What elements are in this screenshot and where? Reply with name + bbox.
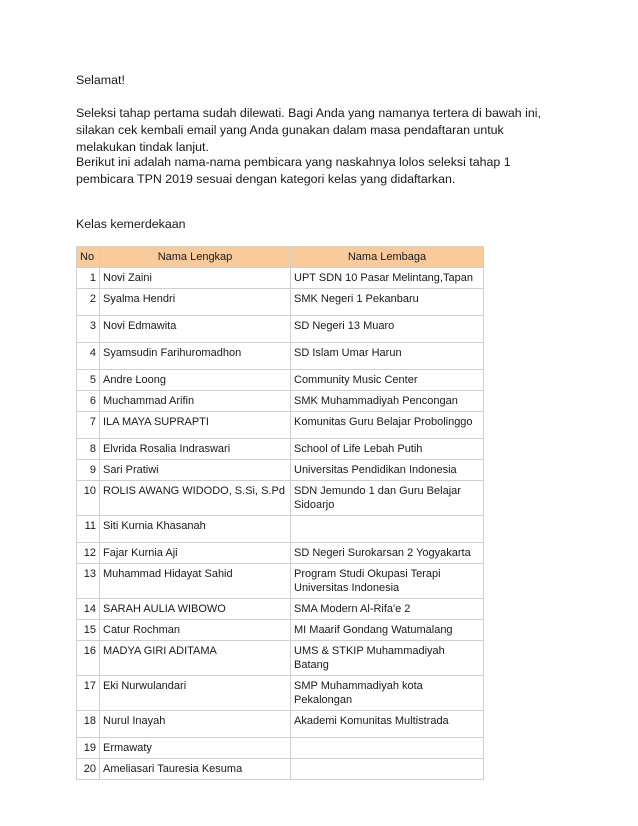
table-header-row: [77, 247, 484, 268]
table-row: [77, 391, 484, 412]
row-institution: SMK Negeri 1 Pekanbaru: [291, 289, 484, 316]
intro-paragraph: Seleksi tahap pertama sudah dilewati. Bagi Anda yang namanya tertera di bawah ini, silakan cek kembali email yang Anda gunakan dalam masa pendaftaran untuk melakukan tindak lanjut.: [76, 106, 541, 154]
row-name: Siti Kurnia Khasanah: [100, 516, 291, 543]
table-row: [77, 564, 484, 599]
row-institution: SD Islam Umar Harun: [291, 343, 484, 370]
table-row: [77, 516, 484, 543]
list-description-paragraph: Berikut ini adalah nama-nama pembicara yang naskahnya lolos seleksi tahap 1 pembicara TPN 2019 sesuai dengan kategori kelas yang didaftarkan.: [76, 155, 511, 186]
class-title: Kelas kemerdekaan: [76, 217, 186, 231]
row-institution: [291, 516, 484, 543]
row-name: ROLIS AWANG WIDODO, S.Si, S.Pd: [100, 481, 291, 516]
row-institution: [291, 738, 484, 759]
row-name: MADYA GIRI ADITAMA: [100, 641, 291, 676]
header-name: Nama Lengkap: [100, 247, 291, 268]
row-name: Syamsudin Farihuromadhon: [100, 343, 291, 370]
row-institution: Universitas Pendidikan Indonesia: [291, 460, 484, 481]
row-institution: Community Music Center: [291, 370, 484, 391]
table-row: [77, 412, 484, 439]
table-row: [77, 676, 484, 711]
row-number: 16: [77, 641, 100, 676]
row-institution: School of Life Lebah Putih: [291, 439, 484, 460]
row-name: Muhammad Hidayat Sahid: [100, 564, 291, 599]
row-institution: Komunitas Guru Belajar Probolinggo: [291, 412, 484, 439]
row-name: Eki Nurwulandari: [100, 676, 291, 711]
table-row: [77, 370, 484, 391]
row-institution: SMK Muhammadiyah Pencongan: [291, 391, 484, 412]
row-institution: SMP Muhammadiyah kota Pekalongan: [291, 676, 484, 711]
row-institution: SD Negeri Surokarsan 2 Yogyakarta: [291, 543, 484, 564]
row-name: Sari Pratiwi: [100, 460, 291, 481]
row-number: 13: [77, 564, 100, 599]
row-number: 6: [77, 391, 100, 412]
row-number: 20: [77, 759, 100, 780]
row-number: 8: [77, 439, 100, 460]
row-institution: Program Studi Okupasi Terapi Universitas Indonesia: [291, 564, 484, 599]
table-row: [77, 481, 484, 516]
row-number: 18: [77, 711, 100, 738]
row-number: 9: [77, 460, 100, 481]
header-institution: Nama Lembaga: [291, 247, 484, 268]
greeting: Selamat!: [76, 73, 125, 87]
row-name: Muchammad Arifin: [100, 391, 291, 412]
row-name: Catur Rochman: [100, 620, 291, 641]
row-institution: Akademi Komunitas Multistrada: [291, 711, 484, 738]
row-name: Novi Zaini: [100, 268, 291, 289]
row-number: 4: [77, 343, 100, 370]
row-name: Fajar Kurnia Aji: [100, 543, 291, 564]
row-name: Andre Loong: [100, 370, 291, 391]
header-no: No: [77, 247, 100, 268]
table-row: [77, 641, 484, 676]
row-number: 10: [77, 481, 100, 516]
row-institution: UMS & STKIP Muhammadiyah Batang: [291, 641, 484, 676]
table-row: [77, 711, 484, 738]
table-row: [77, 599, 484, 620]
row-number: 3: [77, 316, 100, 343]
row-name: Ameliasari Tauresia Kesuma: [100, 759, 291, 780]
table-row: [77, 738, 484, 759]
row-name: SARAH AULIA WIBOWO: [100, 599, 291, 620]
speakers-table: [76, 246, 484, 780]
row-name: Ermawaty: [100, 738, 291, 759]
row-institution: SD Negeri 13 Muaro: [291, 316, 484, 343]
row-name: Novi Edmawita: [100, 316, 291, 343]
row-number: 7: [77, 412, 100, 439]
table-row: [77, 268, 484, 289]
row-number: 12: [77, 543, 100, 564]
row-number: 19: [77, 738, 100, 759]
table-row: [77, 620, 484, 641]
table-row: [77, 759, 484, 780]
row-number: 1: [77, 268, 100, 289]
row-name: Elvrida Rosalia Indraswari: [100, 439, 291, 460]
row-number: 5: [77, 370, 100, 391]
row-number: 11: [77, 516, 100, 543]
row-institution: SDN Jemundo 1 dan Guru Belajar Sidoarjo: [291, 481, 484, 516]
row-institution: SMA Modern Al-Rifa'e 2: [291, 599, 484, 620]
row-institution: [291, 759, 484, 780]
table-row: [77, 439, 484, 460]
table-row: [77, 460, 484, 481]
table-body: [77, 268, 484, 780]
row-number: 15: [77, 620, 100, 641]
row-number: 17: [77, 676, 100, 711]
row-number: 2: [77, 289, 100, 316]
row-name: ILA MAYA SUPRAPTI: [100, 412, 291, 439]
row-institution: UPT SDN 10 Pasar Melintang,Tapan: [291, 268, 484, 289]
row-institution: MI Maarif Gondang Watumalang: [291, 620, 484, 641]
table-row: [77, 316, 484, 343]
table-row: [77, 289, 484, 316]
table-row: [77, 543, 484, 564]
table-row: [77, 343, 484, 370]
row-name: Nurul Inayah: [100, 711, 291, 738]
row-name: Syalma Hendri: [100, 289, 291, 316]
row-number: 14: [77, 599, 100, 620]
